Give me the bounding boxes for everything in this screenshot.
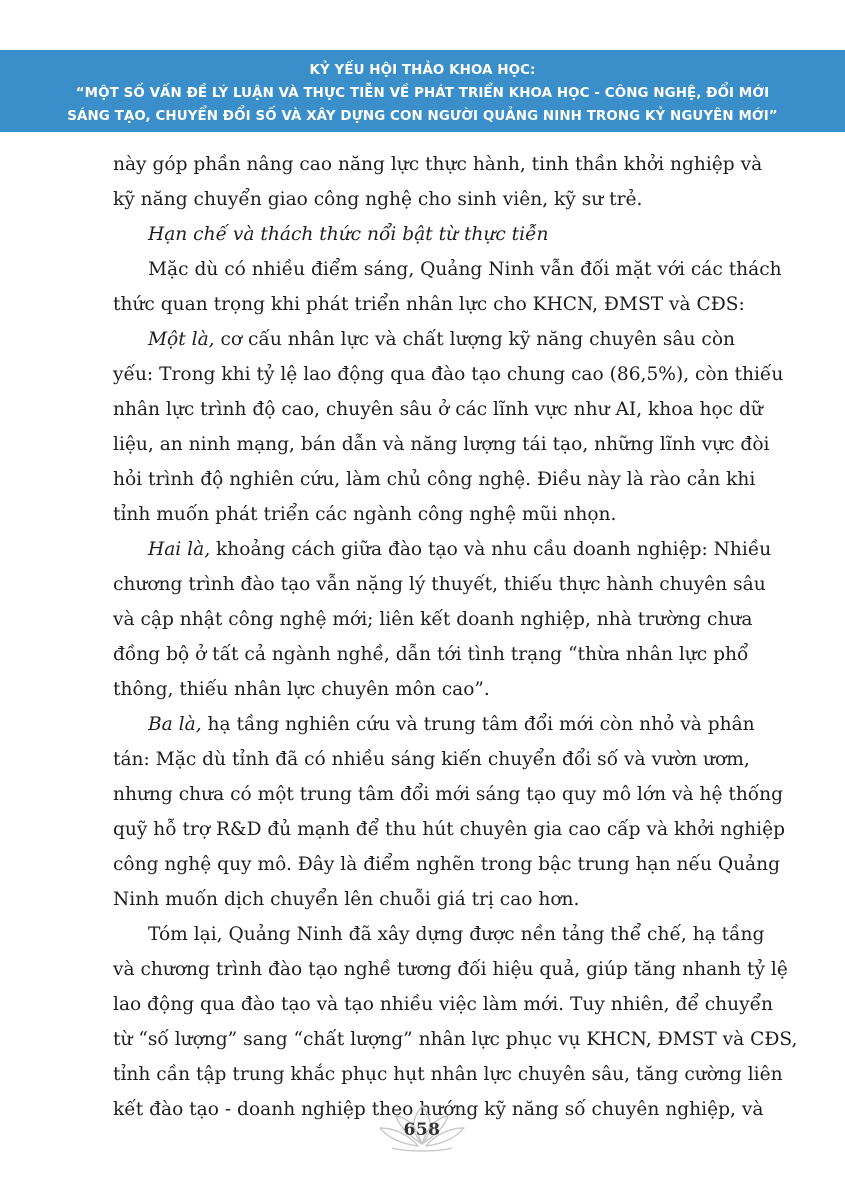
text-line: Ninh muốn dịch chuyển lên chuỗi giá trị cao hơn. (113, 889, 580, 910)
text-line: chương trình đào tạo vẫn nặng lý thuyết, thiếu thực hành chuyên sâu (113, 574, 766, 595)
text-line: đồng bộ ở tất cả ngành nghề, dẫn tới tình trạng “thừa nhân lực phổ (113, 644, 749, 665)
text-line: quỹ hỗ trợ R&D đủ mạnh để thu hút chuyên gia cao cấp và khởi nghiệp (113, 819, 785, 840)
text-line: tán: Mặc dù tỉnh đã có nhiều sáng kiến chuyển đổi số và vườn ươm, (113, 749, 750, 770)
text-line: kỹ năng chuyển giao công nghệ cho sinh viên, kỹ sư trẻ. (113, 189, 643, 210)
text-line: thông, thiếu nhân lực chuyên môn cao”. (113, 679, 490, 700)
page-body (113, 147, 798, 1127)
text-line: lao động qua đào tạo và tạo nhiều việc làm mới. Tuy nhiên, để chuyển (113, 994, 774, 1015)
text-line: và chương trình đào tạo nghề tương đối hiệu quả, giúp tăng nhanh tỷ lệ (113, 959, 788, 980)
text-line: nhân lực trình độ cao, chuyên sâu ở các lĩnh vực như AI, khoa học dữ (113, 399, 763, 420)
page-number: 658 (403, 1120, 441, 1140)
section-subheading: Hạn chế và thách thức nổi bật từ thực tiễn (148, 224, 549, 245)
text-line: Mặc dù có nhiều điểm sáng, Quảng Ninh vẫn đối mặt với các thách (148, 259, 782, 280)
text-line: tỉnh muốn phát triển các ngành công nghệ mũi nhọn. (113, 504, 617, 525)
text-line: Ba là, hạ tầng nghiên cứu và trung tâm đổi mới còn nhỏ và phân (148, 714, 755, 735)
text-line: kết đào tạo - doanh nghiệp theo hướng kỹ năng số chuyên nghiệp, và (113, 1099, 764, 1120)
paragraph-point-one (113, 322, 784, 532)
paragraph-summary (113, 917, 798, 1127)
text-line: thức quan trọng khi phát triển nhân lực cho KHCN, ĐMST và CĐS: (113, 294, 745, 315)
text-line: hỏi trình độ nghiên cứu, làm chủ công nghệ. Điều này là rào cản khi (113, 469, 756, 490)
text-line: liệu, an ninh mạng, bán dẫn và năng lượng tái tạo, những lĩnh vực đòi (113, 434, 770, 455)
point-lead: Ba là, (148, 714, 202, 735)
header-subtitle-line-1: “MỘT SỐ VẤN ĐỀ LÝ LUẬN VÀ THỰC TIỄN VỀ PHÁT TRIỂN KHOA HỌC - CÔNG NGHỆ, ĐỔI MỚI (75, 86, 770, 101)
text-line: Một là, cơ cấu nhân lực và chất lượng kỹ năng chuyên sâu còn (148, 329, 735, 350)
text-line: Hai là, khoảng cách giữa đào tạo và nhu cầu doanh nghiệp: Nhiều (148, 539, 772, 560)
header-subtitle-line-2: SÁNG TẠO, CHUYỂN ĐỔI SỐ VÀ XÂY DỰNG CON NGƯỜI QUẢNG NINH TRONG KỶ NGUYÊN MỚI” (67, 109, 778, 124)
paragraph-continuation (113, 147, 763, 217)
text-line: yếu: Trong khi tỷ lệ lao động qua đào tạo chung cao (86,5%), còn thiếu (113, 364, 784, 385)
text-line: tỉnh cần tập trung khắc phục hụt nhân lực chuyên sâu, tăng cường liên (113, 1064, 783, 1085)
running-header (0, 50, 845, 132)
paragraph-point-three (113, 707, 785, 917)
text-line: này góp phần nâng cao năng lực thực hành, tinh thần khởi nghiệp và (113, 154, 763, 175)
text-line: Tóm lại, Quảng Ninh đã xây dựng được nền tảng thể chế, hạ tầng (148, 924, 765, 945)
paragraph-intro (113, 252, 782, 322)
point-lead: Một là, (148, 329, 215, 350)
text-line: công nghệ quy mô. Đây là điểm nghẽn trong bậc trung hạn nếu Quảng (113, 854, 781, 875)
page-footer (352, 1100, 492, 1156)
text-line: và cập nhật công nghệ mới; liên kết doanh nghiệp, nhà trường chưa (113, 609, 753, 630)
point-lead: Hai là, (148, 539, 211, 560)
header-title: KỶ YẾU HỘI THẢO KHOA HỌC: (309, 63, 536, 78)
text-line: nhưng chưa có một trung tâm đổi mới sáng tạo quy mô lớn và hệ thống (113, 784, 784, 805)
text-line: từ “số lượng” sang “chất lượng” nhân lực phục vụ KHCN, ĐMST và CĐS, (113, 1029, 798, 1050)
paragraph-point-two (113, 532, 772, 707)
